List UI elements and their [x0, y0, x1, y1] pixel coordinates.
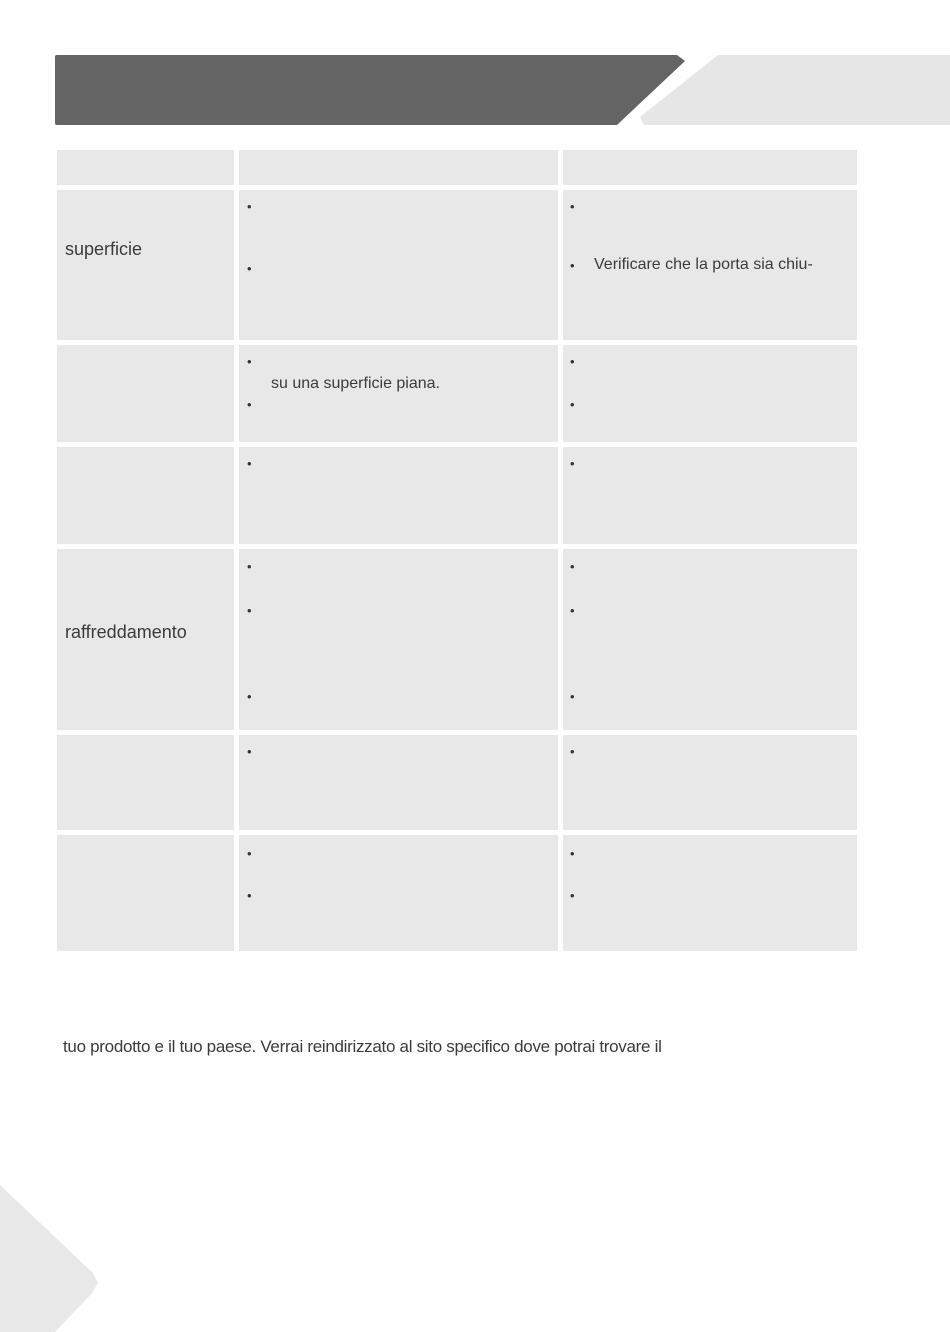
table-row-5-problem: [57, 735, 234, 830]
bullet-marker: •: [570, 199, 575, 214]
table-row-6-solution: [563, 835, 857, 951]
table-row-1-cause: [239, 190, 558, 340]
table-header-solution: [563, 150, 857, 185]
bullet-marker: •: [570, 603, 575, 618]
bullet-marker: •: [247, 199, 252, 214]
bullet-marker: •: [570, 689, 575, 704]
header-tab: [640, 55, 950, 125]
bullet-marker: •: [247, 559, 252, 574]
table-row-5-cause: [239, 735, 558, 830]
bullet-marker: •: [570, 559, 575, 574]
bullet-marker: •: [247, 744, 252, 759]
table-row-2-problem: [57, 345, 234, 442]
footer-paragraph: tuo prodotto e il tuo paese. Verrai reindirizzato al sito specifico dove potrai trovare il: [63, 1037, 662, 1056]
troubleshooting-table: [57, 150, 857, 951]
bullet-marker: •: [247, 397, 252, 412]
bullet-marker: •: [247, 354, 252, 369]
table-row-3-solution: [563, 447, 857, 544]
bullet-marker: •: [247, 603, 252, 618]
bullet-marker: •: [247, 888, 252, 903]
row-label: superficie: [65, 239, 143, 259]
page-corner-decoration: [0, 1185, 100, 1332]
table-row-2-cause: [239, 345, 558, 442]
table-row-4-solution: [563, 549, 857, 730]
table-row-3-cause: [239, 447, 558, 544]
bullet-marker: •: [570, 258, 575, 273]
table-row-1-problem: [57, 190, 234, 340]
table-row-4-problem: [57, 549, 234, 730]
bullet-marker: •: [247, 846, 252, 861]
table-row-1-solution: [563, 190, 857, 340]
bullet-marker: •: [247, 456, 252, 471]
bullet-marker: •: [570, 744, 575, 759]
table-row-4-cause: [239, 549, 558, 730]
row-label: raffreddamento: [65, 622, 187, 642]
bullet-marker: •: [247, 689, 252, 704]
table-row-6-cause: [239, 835, 558, 951]
table-row-5-solution: [563, 735, 857, 830]
bullet-marker: •: [570, 456, 575, 471]
bullet-marker: •: [570, 397, 575, 412]
table-row-3-problem: [57, 447, 234, 544]
table-header-cause: [239, 150, 558, 185]
bullet-marker: •: [247, 261, 252, 276]
bullet-text: Verificare che la porta sia chiu-: [594, 256, 813, 273]
bullet-marker: •: [570, 354, 575, 369]
table-row-6-problem: [57, 835, 234, 951]
bullet-text: su una superficie piana.: [271, 375, 440, 392]
header-band: [55, 55, 685, 125]
bullet-marker: •: [570, 888, 575, 903]
bullet-marker: •: [570, 846, 575, 861]
table-header-problem: [57, 150, 234, 185]
table-row-2-solution: [563, 345, 857, 442]
